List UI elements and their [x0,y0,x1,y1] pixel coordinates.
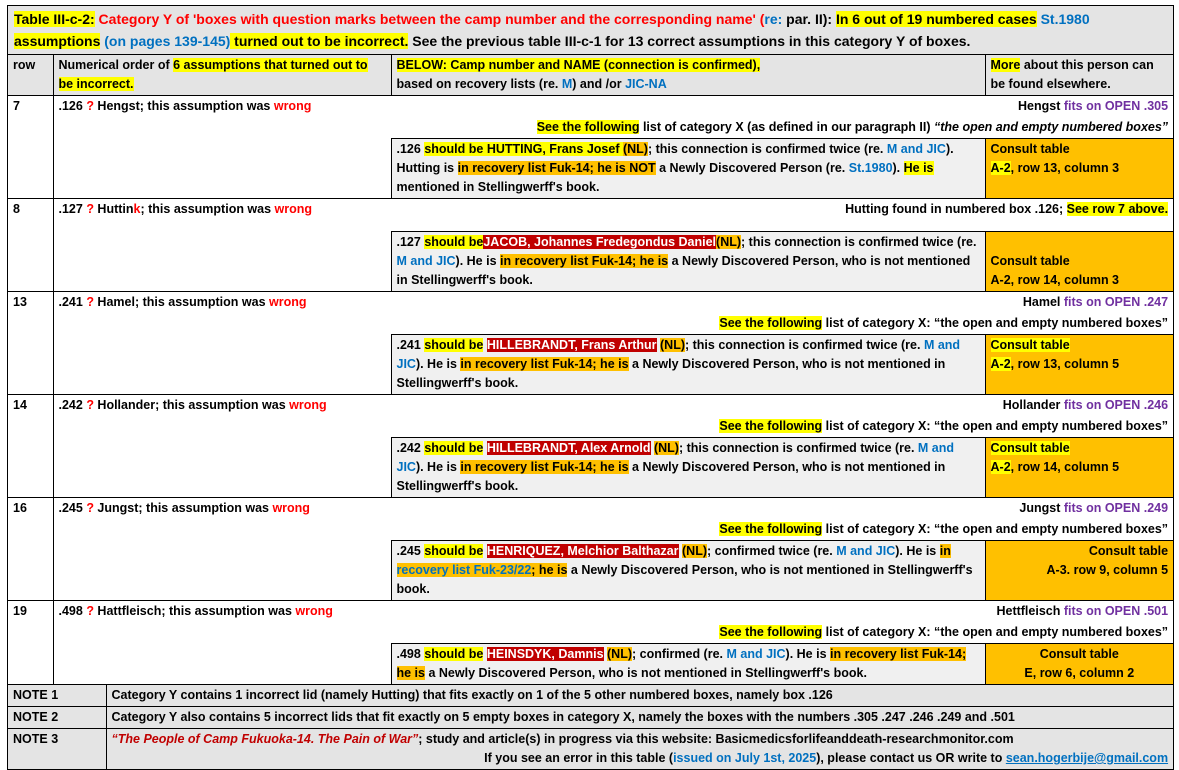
person-name: HILLEBRANDT, Alex Arnold [486,441,651,455]
source-ref: M and JIC [836,544,896,558]
nationality: (NL) [607,647,633,661]
note-row [8,707,1173,729]
row-number: 8 [8,199,53,292]
assump-name: Hamel; this assumption was [93,295,269,309]
see-italic: “the open and empty numbered boxes” [933,120,1169,134]
detail-row [8,541,1173,601]
detail-cell [391,644,985,685]
detail-text: ; this connection is confirmed twice (re. [647,142,887,156]
detail-cell [391,541,985,601]
detail-text: a Newly Discovered Person (re. [655,161,849,175]
consult-table-ref: A-2 [990,460,1011,474]
document-table [7,5,1174,770]
note-text: Category Y also contains 5 incorrect lids that fit exactly on 5 empty boxes in category X, namely the boxes with the numbers .305 .247 .246 .249 and .501 [111,710,1015,724]
note-label: NOTE 1 [8,685,106,707]
row-assumption [53,395,985,417]
fit-name: Hamel [1022,295,1064,309]
assump-name: Jungst; this assumption was [93,501,273,515]
detail-text: ; this connection is confirmed twice (re. [741,235,977,249]
row-number: 13 [8,292,53,395]
source-ref: M and JIC [396,338,961,371]
he-is: ; he is [531,563,568,577]
see-rest: list of category X: “the open and empty numbered boxes” [822,316,1169,330]
assump-num: .242 [58,398,87,412]
recovery-list: in recovery list Fuk-14; he is [460,357,629,371]
see-rest: list of category X: “the open and empty numbered boxes” [822,625,1169,639]
recovery-list: in recovery list Fuk-14; he is [500,254,669,268]
wrong-label: wrong [273,99,312,113]
see-rest: list of category X: “the open and empty numbered boxes” [822,419,1169,433]
title-label: Table III-c-2: [14,11,95,27]
detail-row [8,232,1173,292]
empty-cell [53,232,391,292]
detail-text: a Newly Discovered Person, who is not mentioned in Stellingwerff's book. [396,357,946,390]
detail-text: mentioned in Stellingwerff's book. [396,180,600,194]
consult-cell [985,139,1173,199]
table-row [8,395,1173,417]
detail-text: ). He is [785,647,830,661]
table-title [8,6,1173,55]
header-camp-name [391,55,985,96]
source-ref: M and JIC [726,647,786,661]
detail-cell [391,438,985,498]
person-name: HUTTING, Frans Josef [483,142,623,156]
detail-text: ; this connection is confirmed twice (re. [685,338,924,352]
question-mark: ? [86,501,94,515]
source-ref: M and JIC [396,254,456,268]
should-be: should be [424,338,484,352]
header-col2-b: 6 assumptions that turned out to be incorrect. [58,58,368,91]
see-rest: list of category X (as defined in our paragraph II) [639,120,934,134]
fit-open: fits on OPEN .247 [1063,295,1169,309]
row-assumption [53,292,985,314]
source-ref: M and JIC [396,441,955,474]
header-row [8,55,1173,96]
detail-row [8,438,1173,498]
detail-row [8,139,1173,199]
nationality: (NL) [716,235,742,249]
note-label: NOTE 3 [8,729,106,770]
note-text: Category Y contains 1 incorrect lid (namely Hutting) that fits exactly on 1 of the 5 other numbered boxes, namely box .126 [111,688,833,702]
see-following-row [8,519,1173,541]
consult-label: Consult table [990,338,1070,352]
found-info [391,199,1173,232]
title-assumptions: assumptions [14,33,101,49]
assump-name: Huttin [93,202,134,216]
header-more [985,55,1173,96]
consult-cell [985,232,1173,292]
person-name: JACOB, Johannes Fredegondus Daniel [483,235,717,249]
wrong-label: wrong [269,295,307,309]
see-highlight: See the following [719,419,823,433]
detail-text: ; confirmed (re. [632,647,727,661]
st-ref: St.1980 [848,161,893,175]
consult-cell [985,644,1173,685]
title-re: re: [764,11,783,27]
detail-text: .127 [396,235,425,249]
assump-num: .241 [58,295,87,309]
consult-location: A-3. row 9, column 5 [1046,563,1169,577]
nationality: (NL) [622,142,648,156]
title-incorrect: turned out to be incorrect. [230,33,409,49]
question-mark: ? [86,604,94,618]
main-table [8,6,1173,769]
fit-name: Jungst [1019,501,1064,515]
wrong-label: wrong [295,604,333,618]
title-cases: In 6 out of 19 numbered cases [835,11,1037,27]
row-number: 19 [8,601,53,685]
header-col3-b: based on recovery lists (re. [396,77,562,91]
consult-cell [985,438,1173,498]
person-name: HENRIQUEZ, Melchior Balthazar [486,544,679,558]
question-mark: ? [86,99,94,113]
wrong-label: wrong [274,202,313,216]
see-following [53,416,1173,438]
see-following [53,117,1173,139]
detail-text: a Newly Discovered Person, who is not mentioned in Stellingwerff's book. [396,254,971,287]
should-be: should be [424,142,484,156]
question-mark: ? [86,295,94,309]
fit-info [985,498,1173,520]
see-following [53,622,1173,644]
row-assumption [53,96,985,118]
consult-table-ref: A-2 [990,357,1011,371]
fit-info [985,601,1173,623]
consult-location: , row 13, column 5 [1010,357,1120,371]
recovery-list: in [939,544,951,558]
fit-name: Hollander [1002,398,1064,412]
should-be: should be [424,441,484,455]
detail-text: .498 [396,647,425,661]
consult-location: E, row 6, column 2 [1024,666,1135,680]
consult-table-ref: A-2 [990,161,1011,175]
consult-location: A-2, row 14, column 3 [990,273,1120,287]
recovery-list-ref: recovery list Fuk-23/22 [396,563,532,577]
detail-text: ; confirmed twice (re. [707,544,837,558]
note-row [8,685,1173,707]
detail-text: ). He is [415,460,461,474]
see-highlight: See the following [536,120,640,134]
assump-num: .245 [58,501,87,515]
title-pages: (on pages 139-145) [100,33,231,49]
title-par: par. II): [782,11,836,27]
note-label: NOTE 2 [8,707,106,729]
issued-date: issued on July 1st, 2025 [673,751,817,765]
consult-label: Consult table [1088,544,1169,558]
see-following [53,519,1173,541]
question-mark: ? [86,398,94,412]
fit-open: fits on OPEN .501 [1063,604,1169,618]
person-name: HEINSDYK, Damnis [486,647,604,661]
should-be: should be [424,235,484,249]
fit-name: Hengst [1018,99,1064,113]
header-col2-a: Numerical order of [58,58,174,72]
consult-location: , row 13, column 3 [1010,161,1120,175]
assump-name: Hollander; this assumption was [93,398,290,412]
detail-text: ; this connection is confirmed twice (re. [678,441,918,455]
header-col3-jic: JIC-NA [625,77,667,91]
empty-cell [53,541,391,601]
table-row [8,292,1173,314]
detail-text: a Newly Discovered Person, who is not mentioned in Stellingwerff's book. [396,460,946,493]
consult-cell [985,541,1173,601]
found-text: Hutting found in numbered box .126; [845,202,1067,216]
consult-label: Consult table [1039,647,1119,661]
row-assumption [53,601,985,623]
fit-open: fits on OPEN .249 [1063,501,1169,515]
table-row [8,199,1173,232]
detail-text: .241 [396,338,425,352]
detail-text: ). He is [895,544,940,558]
detail-text: ). [892,161,904,175]
assump-name: Hattfleisch; this assumption was [93,604,296,618]
row-number: 7 [8,96,53,199]
detail-row [8,335,1173,395]
nationality: (NL) [660,338,685,352]
assump-num: .127 [58,202,87,216]
empty-cell [53,335,391,395]
question-mark: ? [86,202,94,216]
detail-text: ). He is [455,254,501,268]
recovery-list: in recovery list Fuk-14; he is [460,460,629,474]
should-be: should be [424,647,484,661]
assump-num: .498 [58,604,87,618]
fit-name: Hettfleisch [996,604,1064,618]
see-following-row [8,313,1173,335]
see-following-row [8,117,1173,139]
detail-text: ). Hutting is [396,142,954,175]
title-row [8,6,1173,55]
row-assumption [53,199,391,232]
see-following-row [8,622,1173,644]
table-row [8,601,1173,623]
header-row-num: row [8,55,53,96]
see-highlight: See the following [719,522,823,536]
he-is: He is [903,161,934,175]
study-text: ; study and article(s) in progress via this website: Basicmedicsforlifeanddeath-researchmonitor.com [418,732,1014,746]
see-row-above: See row 7 above. [1066,202,1169,216]
consult-label: Consult table [990,441,1070,455]
recovery-list: in recovery list Fuk-14; he is [396,647,967,680]
fit-open: fits on OPEN .246 [1063,398,1169,412]
detail-cell [391,139,985,199]
detail-text: ). He is [415,357,461,371]
header-col3-d: ) and /or [572,77,626,91]
detail-text: .242 [396,441,425,455]
contact-text: ), please contact us OR write to [816,751,1006,765]
email-link[interactable]: sean.hogerbije@gmail.com [1005,751,1169,765]
row-number: 14 [8,395,53,498]
header-col3-m: M [561,77,573,91]
consult-location: , row 14, column 5 [1010,460,1120,474]
detail-cell [391,232,985,292]
detail-text: .126 [396,142,425,156]
nationality: (NL) [653,441,679,455]
detail-text: a Newly Discovered Person, who is not mentioned in Stellingwerff's book. [425,666,867,680]
header-col4-b: about this person can be found elsewhere. [990,58,1154,91]
fit-info [985,395,1173,417]
consult-label: Consult table [990,254,1070,268]
header-col4-a: More [990,58,1021,72]
see-highlight: See the following [719,625,823,639]
see-following [53,313,1173,335]
header-assumptions [53,55,391,96]
header-col3-a: BELOW: Camp number and NAME (connection is confirmed), [396,58,761,72]
see-rest: list of category X: “the open and empty numbered boxes” [822,522,1169,536]
detail-row [8,644,1173,685]
study-title: “The People of Camp Fukuoka-14. The Pain of War” [111,732,419,746]
detail-cell [391,335,985,395]
consult-cell [985,335,1173,395]
should-be: should be [424,544,484,558]
assump-name: Hengst; this assumption was [93,99,274,113]
row-assumption [53,498,985,520]
contact-line [112,749,1169,768]
wrong-label: wrong [272,501,310,515]
assump-num: .126 [58,99,87,113]
wrong-label: wrong [289,398,327,412]
assump-name: ; this assumption was [140,202,275,216]
table-row [8,96,1173,118]
source-ref: M and JIC [886,142,946,156]
consult-label: Consult table [990,142,1070,156]
empty-cell [53,139,391,199]
person-name: HILLEBRANDT, Frans Arthur [486,338,657,352]
see-following-row [8,416,1173,438]
recovery-list: in recovery list Fuk-14; he is NOT [457,161,656,175]
fit-open: fits on OPEN .305 [1063,99,1169,113]
empty-cell [53,438,391,498]
title-st: St.1980 [1036,11,1090,27]
empty-cell [53,644,391,685]
detail-text: a Newly Discovered Person, who is not mentioned in Stellingwerff's book. [396,563,973,596]
fit-info [985,292,1173,314]
see-highlight: See the following [719,316,823,330]
row-number: 16 [8,498,53,601]
contact-text: If you see an error in this table ( [484,751,674,765]
detail-text: .245 [396,544,425,558]
title-category: Category Y of 'boxes with question marks between the camp number and the corresponding name' ( [94,11,765,27]
name-letter: k [133,202,141,216]
fit-info [985,96,1173,118]
nationality: (NL) [682,544,708,558]
table-row [8,498,1173,520]
title-see-previous: See the previous table III-c-1 for 13 correct assumptions in this category Y of boxes. [408,33,971,49]
